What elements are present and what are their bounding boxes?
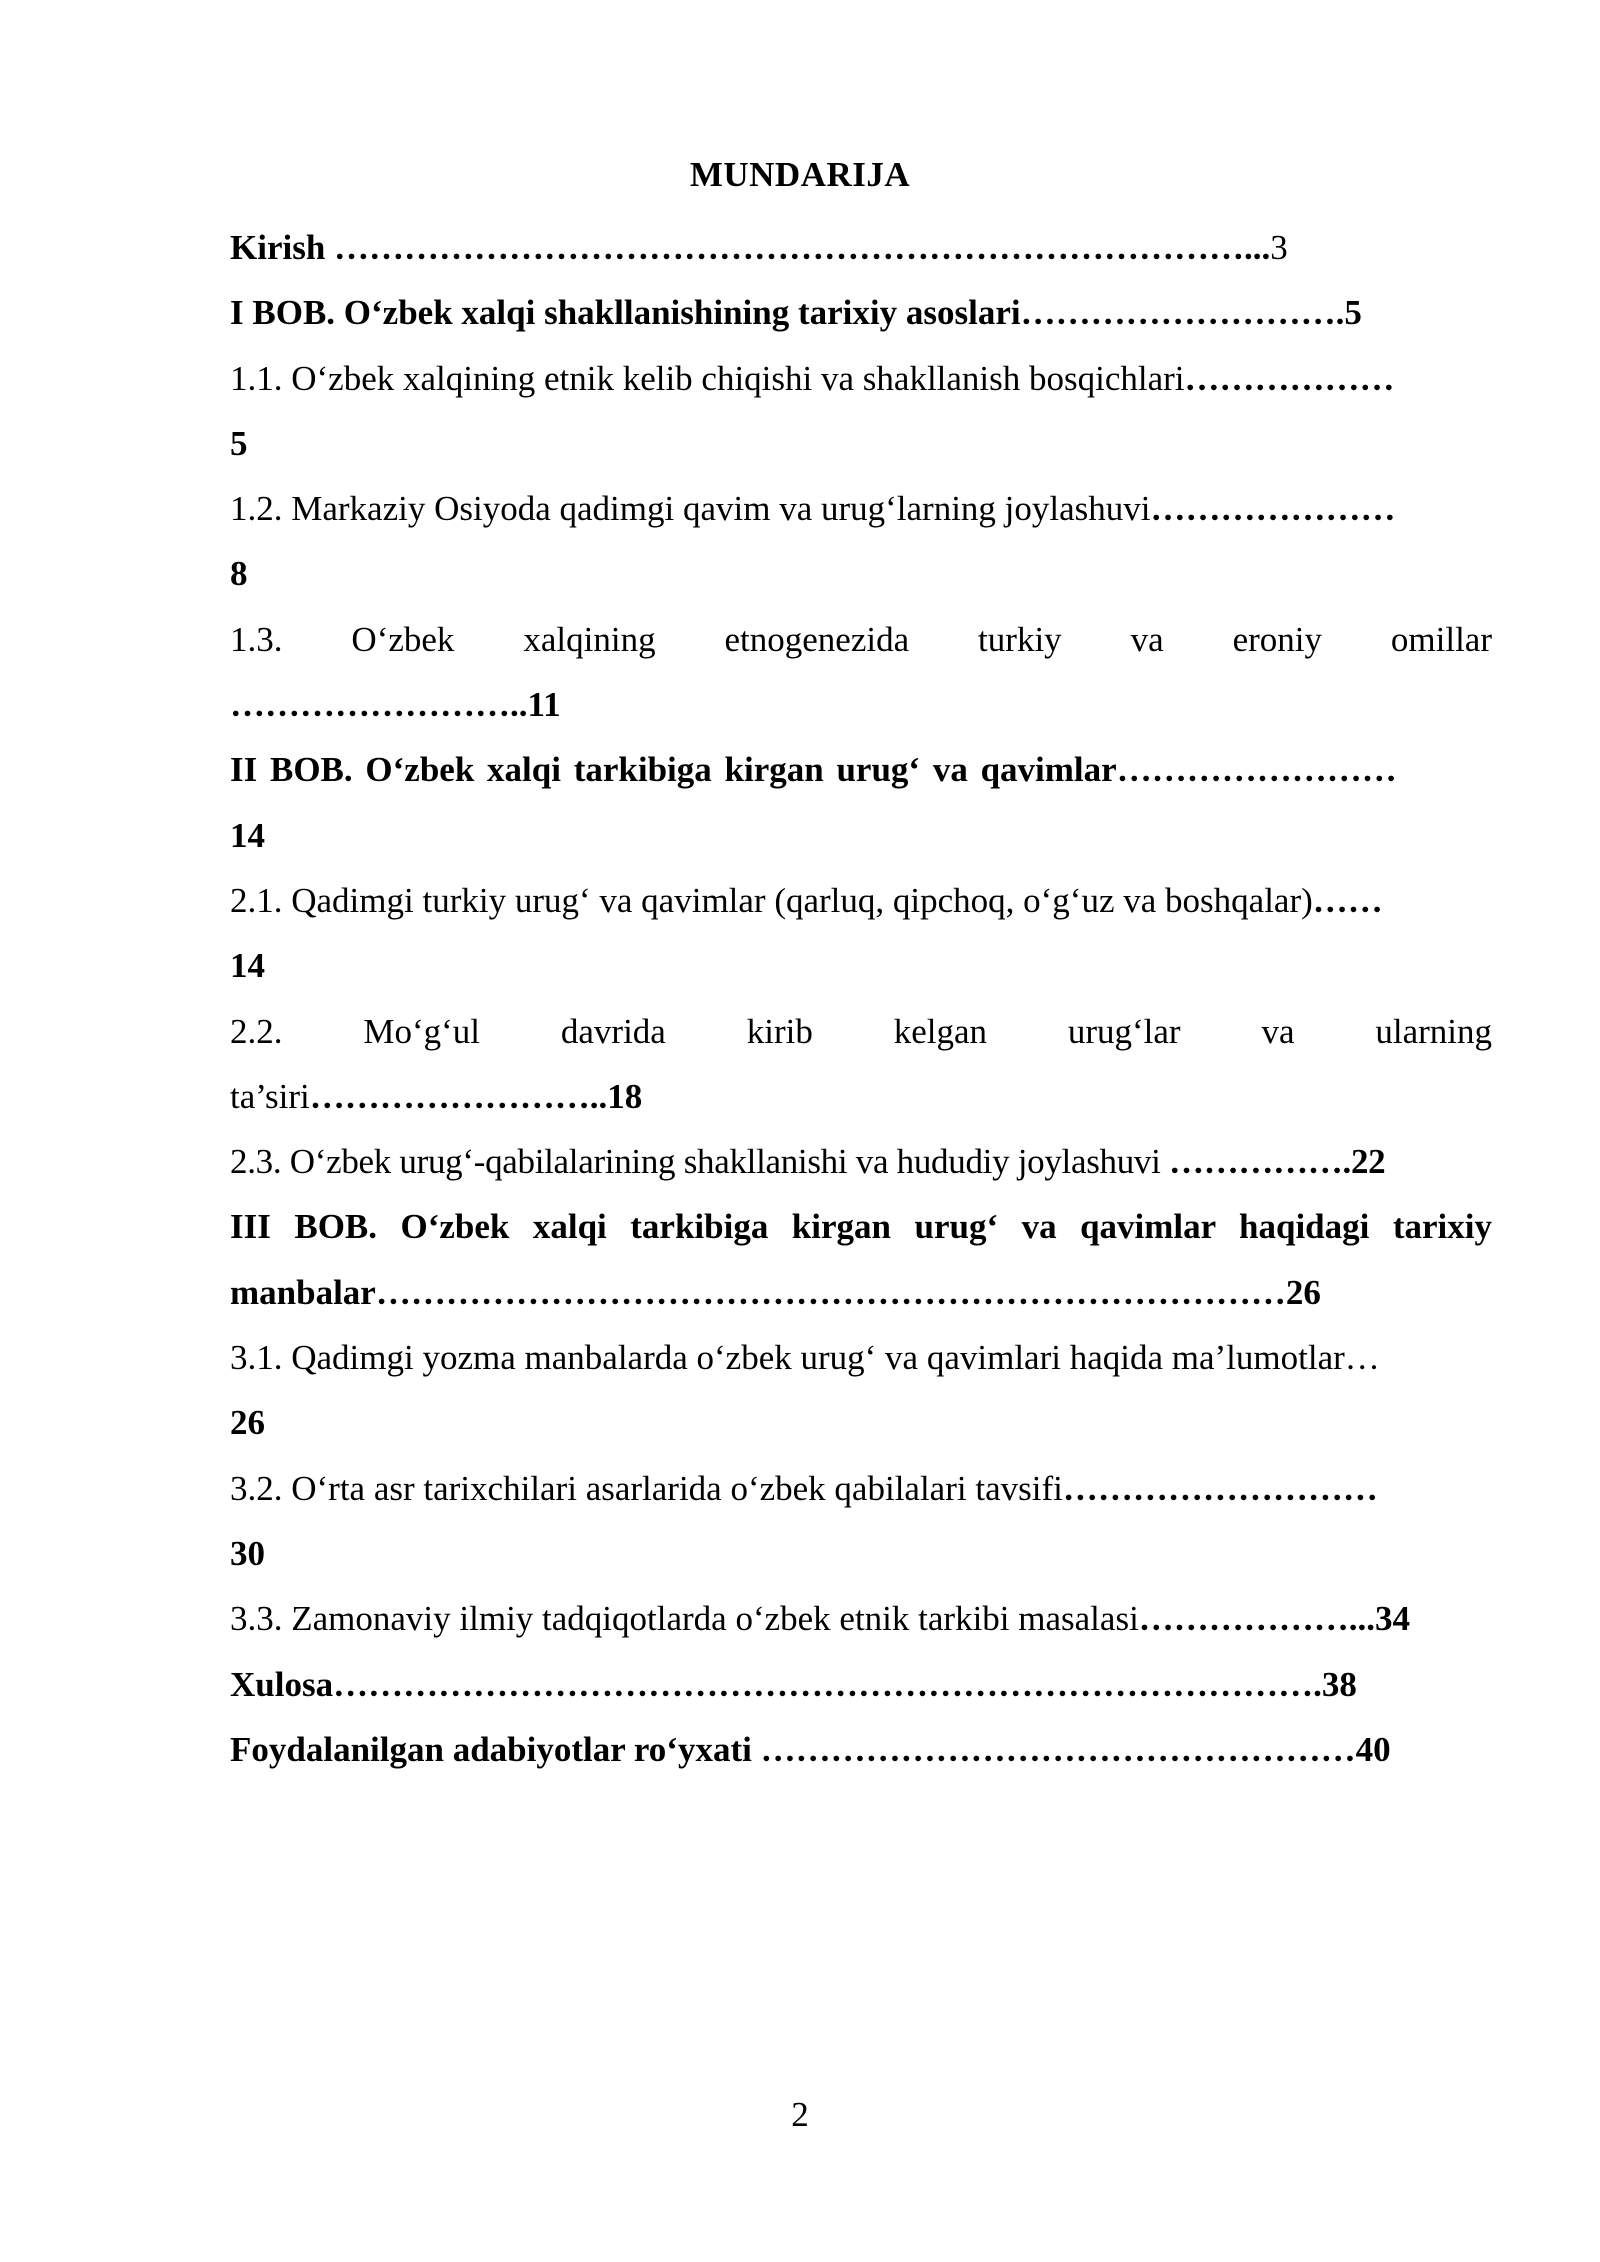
- toc-page-number: 14: [230, 946, 265, 986]
- toc-page-line: [230, 672, 1492, 737]
- toc-leader-dots: ………………………………………………………………………….: [333, 1664, 1322, 1704]
- toc-leader-dots: ……………………….: [1020, 293, 1345, 333]
- toc-leader-dots: …………….: [1169, 1142, 1351, 1182]
- toc-entry-1-1[interactable]: [230, 346, 1492, 411]
- toc-page-number: 11: [527, 685, 561, 725]
- toc-leader-dots: ……………………: [1116, 750, 1397, 790]
- toc-leader-dots: …: [1344, 1338, 1380, 1378]
- toc-entry-chapter-3[interactable]: [230, 1194, 1492, 1259]
- toc-entry-text: 2.2. Mo‘g‘ul davrida kirib kelgan urug‘lar va ularning: [230, 1011, 1492, 1051]
- toc-page-number: 5: [1344, 293, 1362, 333]
- toc-leader-dots: ……: [1312, 880, 1383, 920]
- toc-entry-chapter-2[interactable]: [230, 737, 1492, 802]
- toc-entry-2-2-cont: [230, 1064, 1492, 1129]
- toc-page-line: [230, 541, 1492, 606]
- toc-leader-dots: ……………………..: [309, 1076, 608, 1116]
- toc-page-number: 8: [230, 554, 248, 594]
- toc-entry-text-cont: ta’siri: [230, 1076, 310, 1116]
- toc-page-line: [230, 1390, 1492, 1455]
- toc-leader-dots: …………………: [1150, 489, 1396, 529]
- toc-page-number: 22: [1350, 1142, 1386, 1182]
- toc-entry-chapter-1[interactable]: [230, 280, 1492, 345]
- toc-page-number: 3: [1270, 228, 1288, 267]
- toc-entry-3-2[interactable]: [230, 1456, 1492, 1521]
- toc-entry-2-2[interactable]: [230, 999, 1492, 1064]
- toc-entry-2-1[interactable]: [230, 868, 1492, 933]
- toc-entry-2-3[interactable]: [230, 1129, 1492, 1194]
- toc-page-line: [230, 411, 1492, 476]
- toc-page-number: 26: [230, 1403, 265, 1443]
- toc-entry-text: Xulosa: [230, 1664, 334, 1704]
- toc-entry-text: II BOB. O‘zbek xalqi tarkibiga kirgan urug‘ va qavimlar: [230, 750, 1117, 790]
- toc-entry-text: 3.3. Zamonaviy ilmiy tadqiqotlarda o‘zbek etnik tarkibi masalasi: [230, 1599, 1139, 1639]
- toc-entry-text: I BOB. O‘zbek xalqi shakllanishining tarixiy asoslari: [230, 293, 1021, 333]
- toc-leader-dots: ……………………………………………………………………...: [334, 228, 1271, 267]
- toc-entry-kirish[interactable]: [230, 215, 1492, 280]
- toc-entry-text-cont: manbalar: [230, 1272, 376, 1312]
- toc-page-number: 30: [230, 1533, 265, 1573]
- toc-page-line: [230, 933, 1492, 998]
- toc-page-number: 26: [1285, 1272, 1321, 1312]
- toc-entry-text: 2.3. O‘zbek urug‘-qabilalarining shakllanishi va hududiy joylashuvi: [230, 1142, 1169, 1182]
- page-number: 2: [791, 2095, 809, 2134]
- toc-entry-text: Kirish: [230, 228, 335, 267]
- toc-entry-text: Foydalanilgan adabiyotlar ro‘yxati: [230, 1729, 761, 1769]
- toc-leader-dots: ………………………: [1062, 1468, 1378, 1508]
- toc-entry-text: 1.2. Markaziy Osiyoda qadimgi qavim va urug‘larning joylashuvi: [230, 489, 1151, 529]
- toc-leader-dots: ……………………..: [230, 685, 528, 725]
- toc-entry-text: 1.1. O‘zbek xalqining etnik kelib chiqishi va shakllanish bosqichlari: [230, 358, 1185, 398]
- page-title: MUNDARIJA: [689, 155, 911, 194]
- toc-page-line: [230, 1521, 1492, 1586]
- toc-entry-3-3[interactable]: [230, 1586, 1492, 1651]
- toc-page-number: 14: [230, 815, 265, 855]
- toc-leader-dots: ……………………………………………………………………: [375, 1272, 1286, 1312]
- toc-page-number: 34: [1375, 1599, 1411, 1639]
- toc-page-line: [230, 803, 1492, 868]
- toc-page-number: 18: [607, 1076, 643, 1116]
- toc-entry-text: 3.2. O‘rta asr tarixchilari asarlarida o‘zbek qabilalari tavsifi: [230, 1468, 1063, 1508]
- toc-leader-dots: ………………: [1184, 358, 1395, 398]
- toc-page-number: 5: [230, 423, 248, 463]
- toc-entry-text: 3.1. Qadimgi yozma manbalarda o‘zbek urug‘ va qavimlari haqida ma’lumotlar: [230, 1338, 1345, 1378]
- toc-entry-bibliography[interactable]: [230, 1717, 1492, 1782]
- toc-page-number: 38: [1321, 1664, 1357, 1704]
- toc-entry-text: 2.1. Qadimgi turkiy urug‘ va qavimlar (qarluq, qipchoq, o‘g‘uz va boshqalar): [230, 880, 1313, 920]
- toc-entry-3-1[interactable]: [230, 1325, 1492, 1390]
- toc-leader-dots: ………………...: [1138, 1599, 1376, 1639]
- toc-page-number: 40: [1355, 1729, 1391, 1769]
- table-of-contents: [230, 215, 1492, 1782]
- toc-entry-1-2[interactable]: [230, 476, 1492, 541]
- toc-leader-dots: ……………………………………………: [760, 1729, 1356, 1769]
- toc-entry-1-3[interactable]: [230, 607, 1492, 672]
- toc-entry-chapter-3-cont: [230, 1260, 1492, 1325]
- toc-entry-text: 1.3. O‘zbek xalqining etnogenezida turkiy va eroniy omillar: [230, 619, 1492, 659]
- toc-entry-xulosa[interactable]: [230, 1652, 1492, 1717]
- toc-entry-text: III BOB. O‘zbek xalqi tarkibiga kirgan urug‘ va qavimlar haqidagi tarixiy: [230, 1207, 1492, 1247]
